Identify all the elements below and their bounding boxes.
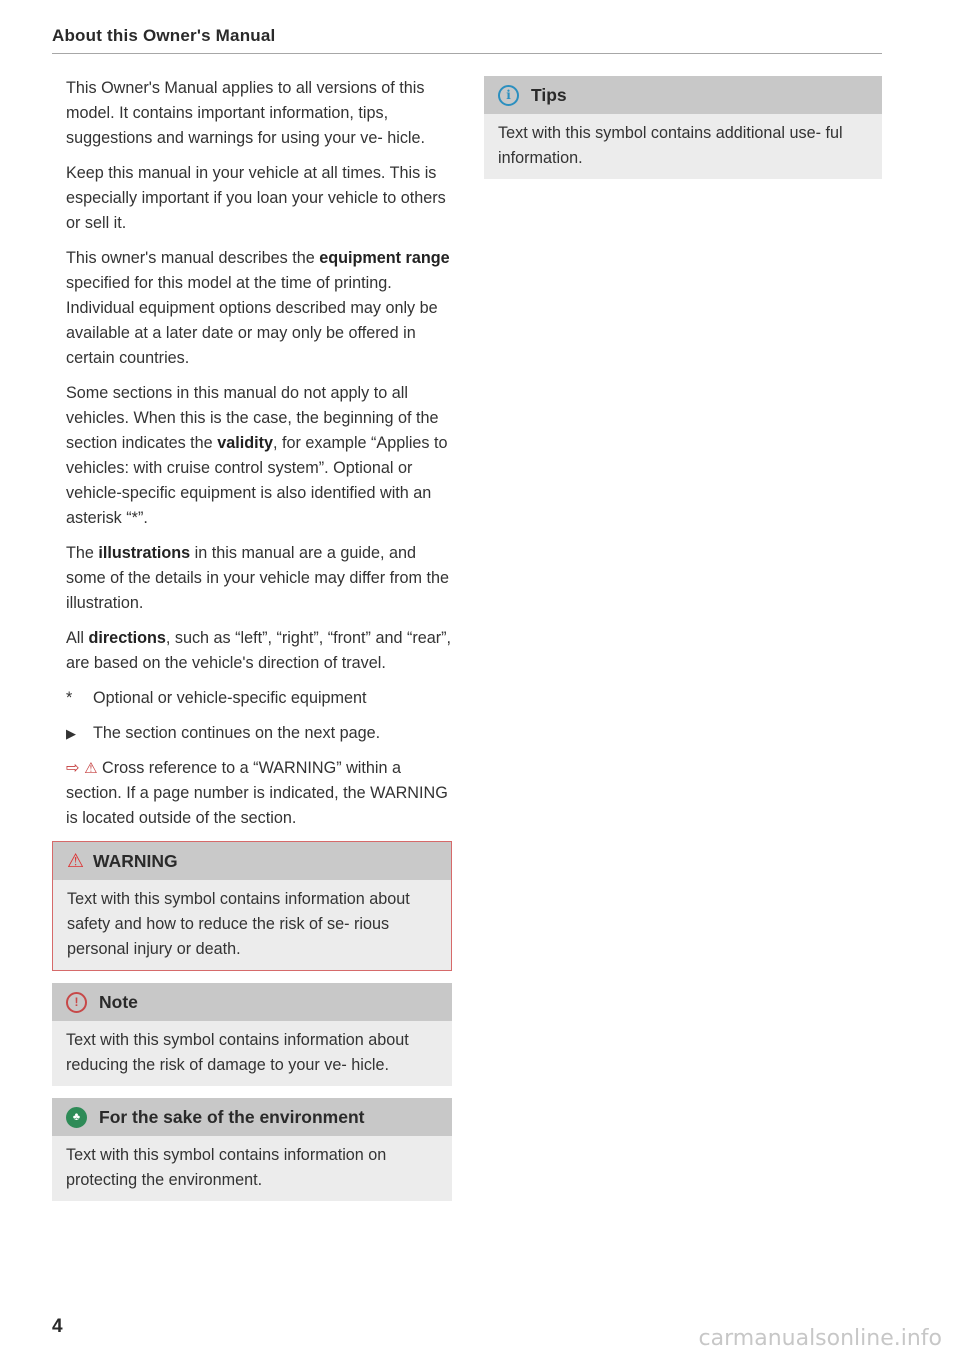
right-column <box>484 76 882 191</box>
warning-box-header <box>53 842 451 880</box>
warning-body: Text with this symbol contains information about safety and how to reduce the risk of se- rious personal injury or death. <box>67 890 410 958</box>
bold-term: validity <box>217 434 273 452</box>
legend-asterisk <box>66 686 452 711</box>
validity-paragraph <box>66 381 452 531</box>
text-span: The <box>66 544 99 562</box>
cross-reference-paragraph <box>66 756 452 831</box>
environment-title: For the sake of the environment <box>99 1106 365 1127</box>
warning-triangle-icon: ⚠ <box>84 760 98 777</box>
equipment-range-paragraph <box>66 246 452 371</box>
watermark: carmanualsonline.info <box>698 1326 942 1351</box>
header-divider <box>52 53 882 54</box>
legend-continues-text: The section continues on the next page. <box>93 724 381 742</box>
left-column <box>52 76 452 1213</box>
keep-manual-paragraph: Keep this manual in your vehicle at all times. This is especially important if you loan your vehicle to others or sell it. <box>66 164 446 232</box>
bold-term: equipment range <box>319 249 450 267</box>
illustrations-paragraph <box>66 541 452 616</box>
tips-box <box>484 76 882 179</box>
tips-box-header <box>484 76 882 114</box>
warning-title: WARNING <box>93 850 178 871</box>
page-header-title: About this Owner's Manual <box>52 26 276 45</box>
play-arrow-icon: ▶ <box>66 726 76 741</box>
text-span: Cross reference to a “WARNING” within a section. If a page number is indicated, the WARNING is located outside of the section. <box>66 759 448 827</box>
note-title: Note <box>99 991 138 1012</box>
intro-paragraph: This Owner's Manual applies to all versions of this model. It contains important information, tips, suggestions and warnings for using your ve- hicle. <box>66 79 426 147</box>
note-box <box>52 983 452 1086</box>
text-span: in this manual are a guide, and some of the details in your vehicle may differ from the illustration. <box>66 544 449 612</box>
tree-circle-icon: ♣ <box>66 1107 87 1128</box>
environment-box-header <box>52 1098 452 1136</box>
legend-continues <box>66 721 452 746</box>
text-span: , such as “left”, “right”, “front” and “rear”, are based on the vehicle's direction of travel. <box>66 629 452 672</box>
text-span: This owner's manual describes the <box>66 249 320 267</box>
environment-box <box>52 1098 452 1201</box>
text-span: Some sections in this manual do not apply to all vehicles. When this is the case, the beginning of the section indicates the <box>66 384 439 452</box>
directions-paragraph <box>66 626 452 676</box>
tips-body: Text with this symbol contains additional use- ful information. <box>498 124 843 167</box>
warning-box <box>52 841 452 971</box>
text-span: specified for this model at the time of printing. Individual equipment options described may only be available at a later date or may only be offered in certain countries. <box>66 274 438 367</box>
cross-reference-arrow-icon: ⇨ <box>66 759 80 777</box>
text-span: All <box>66 629 89 647</box>
asterisk-icon: * <box>66 689 73 707</box>
text-span: , for example “Applies to vehicles: with cruise control system”. Optional or vehicle-specific equipment is also identified with an asterisk “*”. <box>66 434 448 527</box>
tips-title: Tips <box>531 84 567 105</box>
warning-triangle-icon: ⚠ <box>67 850 85 872</box>
legend-asterisk-text: Optional or vehicle-specific equipment <box>93 689 367 707</box>
bold-term: illustrations <box>98 544 191 562</box>
note-box-header <box>52 983 452 1021</box>
page-number: 4 <box>52 1316 63 1337</box>
info-circle-icon: i <box>498 85 519 106</box>
environment-body: Text with this symbol contains information on protecting the environment. <box>66 1146 387 1189</box>
exclamation-circle-icon: ! <box>66 992 87 1013</box>
bold-term: directions <box>88 629 166 647</box>
note-body: Text with this symbol contains information about reducing the risk of damage to your ve- hicle. <box>66 1031 409 1074</box>
